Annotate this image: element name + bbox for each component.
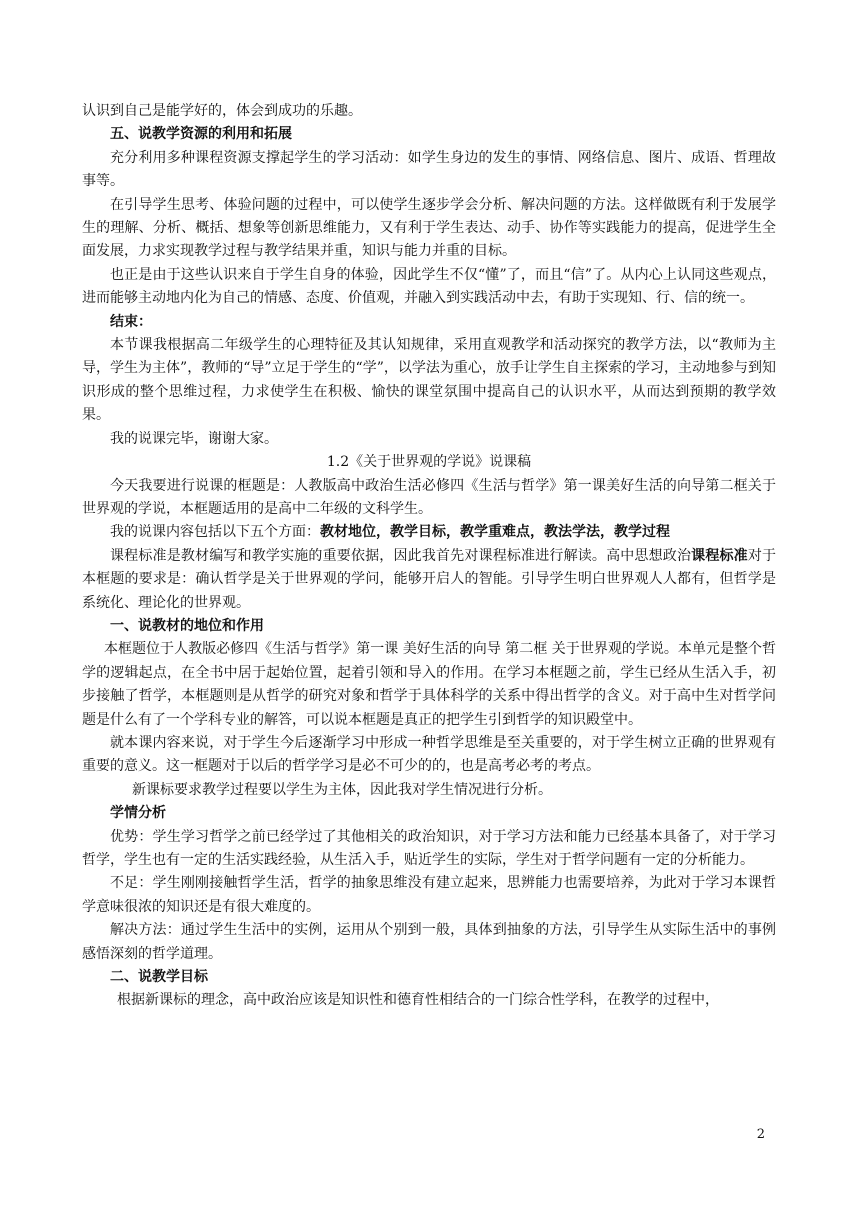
paragraph: 我的说课完毕，谢谢大家。 [110,430,278,447]
paragraph: 在引导学生思考、体验问题的过程中，可以使学生逐步学会分析、解决问题的方法。这样做既有利于发展学生的理解、分析、概括、想象等创新思维能力，又有利于学生表达、动手、协作等实践能力的提高，促进学生全面发展，力求实现教学过程与教学结果并重，知识与能力并重的目标。 [82,196,776,260]
paragraph: 认识到自己是能学好的，体会到成功的乐趣。 [82,103,362,119]
document-title: 1.2《关于世界观的学说》说课稿 [326,454,532,471]
section-heading: 结束： [110,313,152,330]
page-number: 2 [756,1127,765,1142]
section-heading: 二、说教学目标 [110,969,208,986]
paragraph: 优势：学生学习哲学之前已经学过了其他相关的政治知识，对于学习方法和能力已经基本具备了，对于学习哲学，学生也有一定的生活实践经验，从生活入手，贴近学生的实际，学生对于哲学问题有一定的分析能力。 [82,828,776,868]
paragraph: 就本课内容来说，对于学生今后逐渐学习中形成一种哲学思维是至关重要的，对于学生树立正确的世界观有重要的意义。这一框题对于以后的哲学学习是必不可少的的，也是高考必考的考点。 [82,734,776,775]
paragraph: 本框题位于人教版必修四《生活与哲学》第一课 美好生活的向导 第二框 关于世界观的学说。本单元是整个哲学的逻辑起点，在全书中居于起始位置，起着引领和导入的作用。在学习本框题之前，学生已经从生活入手，初步接触了哲学，本框题则是从哲学的研究对象和哲学于具体科学的关系中得出哲学的含义。对于高中生对哲学问题是什么有了一个学科专业的解答，可以说本框题是真正的把学生引到哲学的知识殿堂中。 [82,641,776,728]
paragraph: 解决方法：通过学生生活中的实例，运用从个别到一般，具体到抽象的方法，引导学生从实际生活中的事例感悟深刻的哲学道理。 [82,922,776,962]
paragraph [82,521,776,544]
paragraph: 根据新课标的理念，高中政治应该是知识性和德育性相结合的一门综合性学科，在教学的过程中， [117,992,719,1009]
text-run: 我的说课内容包括以下五个方面： [110,524,320,541]
text-run: 课程标准是教材编写和教学实施的重要依据，因此我首先对课程标准进行解读。高中思想政治 [110,547,692,564]
paragraph: 充分利用多种课程资源支撑起学生的学习活动：如学生身边的发生的事情、网络信息、图片、成语、哲理故事等。 [82,149,776,190]
paragraph: 本节课我根据高二年级学生的心理特征及其认知规律，采用直观教学和活动探究的教学方法，以“教师为主导，学生为主体”，教师的“导”立足于学生的“学”，以学法为重心，放手让学生自主探索的学习，主动地参与到知识形成的整个思维过程，力求使学生在积极、愉快的课堂氛围中提高自己的认识水平，从而达到预期的教学效果。 [82,337,776,424]
paragraph: 今天我要进行说课的框题是：人教版高中政治生活必修四《生活与哲学》第一课美好生活的向导第二框关于世界观的学说，本框题适用的是高中二年级的文科学生。 [82,477,776,517]
paragraph: 新课标要求教学过程要以学生为主体，因此我对学生情况进行分析。 [132,781,552,798]
paragraph: 不足：学生刚刚接触哲学生活，哲学的抽象思维没有建立起来，思辨能力也需要培养，为此对于学习本课哲学意味很浓的知识还是有很大难度的。 [82,875,776,915]
bold-text: 教材地位，教学目标，教学重难点，教法学法，教学过程 [320,524,670,541]
paragraph [82,545,776,615]
bold-text: 课程标准 [691,547,748,564]
section-heading: 五、说教学资源的利用和拓展 [110,126,292,143]
section-heading: 学情分析 [110,805,166,822]
paragraph: 也正是由于这些认识来自于学生自身的体验，因此学生不仅“懂”了，而且“信”了。从内心上认同这些观点，进而能够主动地内化为自己的情感、态度、价值观，并融入到实践活动中去，有助于实现知、行、信的统一。 [82,266,776,307]
document-body [82,100,776,1013]
section-heading: 一、说教材的地位和作用 [110,617,264,634]
text-run: 对于本框题的要求是：确认哲学是关于世界观的学问，能够开启人的智能。引导学生明白世界观人人都有，但哲学是系统化、理论化的世界观。 [82,547,777,611]
